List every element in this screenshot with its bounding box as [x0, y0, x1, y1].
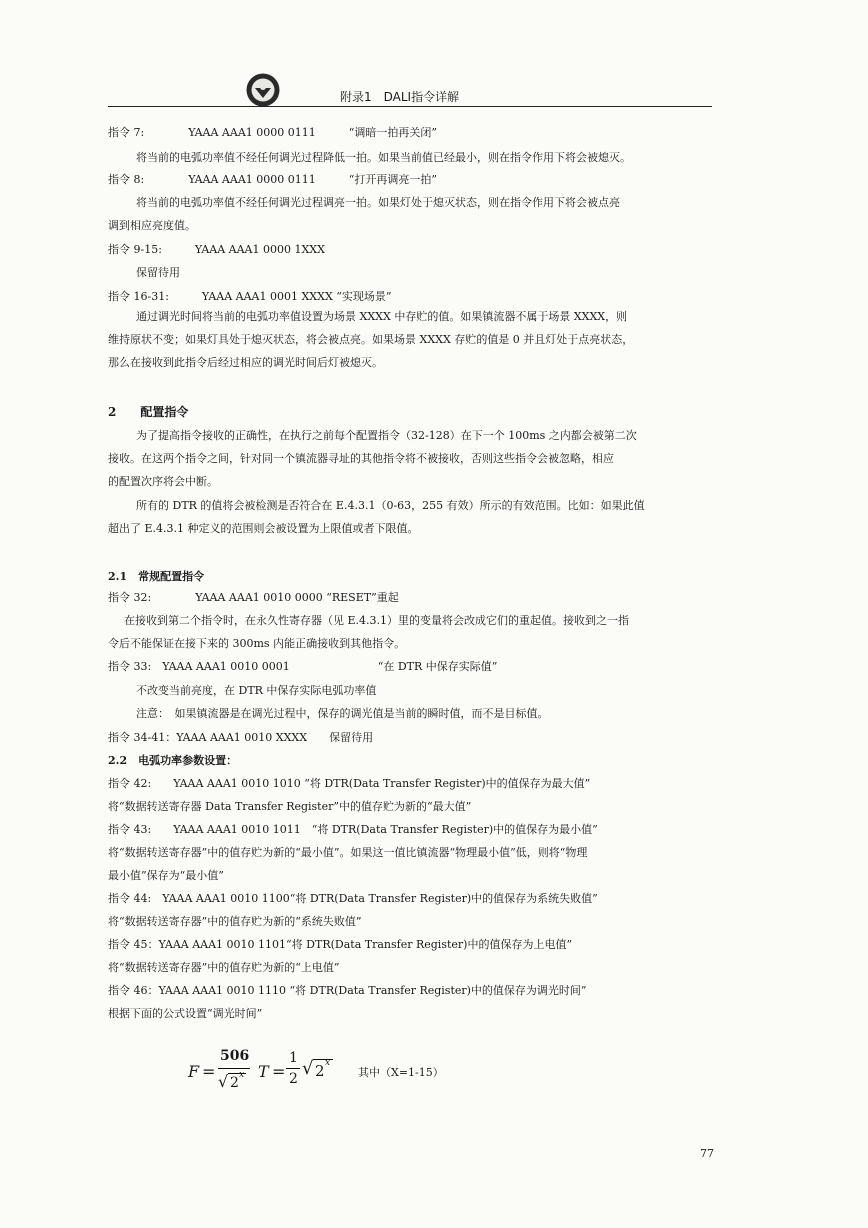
cmd-32-line: 指令 32: YAAA AAA1 0010 0000 “RESET”重起	[108, 591, 399, 604]
cmd-46-desc: 根据下面的公式设置“调光时间”	[108, 1007, 263, 1020]
cmd-46-line: 指令 46：YAAA AAA1 0010 1110 “将 DTR(Data Transfer Register)中的值保存为调光时间”	[108, 984, 587, 997]
dimming-time-formula	[188, 1046, 608, 1106]
formula-note: 其中（X=1-15）	[358, 1066, 444, 1079]
cmd-33-desc: 不改变当前亮度，在 DTR 中保存实际电弧功率值	[136, 684, 377, 697]
cmd-16-31-line: 指令 16-31: YAAA AAA1 0001 XXXX “实现场景”	[108, 290, 392, 303]
section-2-para1: 为了提高指令接收的正确性，在执行之前每个配置指令（32-128）在下一个 100ms 之内都会被第二次	[136, 429, 637, 442]
running-header-title: 附录1 DALI指令详解	[340, 90, 460, 104]
cmd-16-31-desc: 通过调光时间将当前的电弧功率值设置为场景 XXXX 中存贮的值。如果镇流器不属于场景 XXXX，则	[136, 310, 628, 323]
formula-fraction-bar-1	[218, 1068, 250, 1069]
header-rule	[108, 106, 712, 107]
page-number: 77	[700, 1147, 714, 1160]
section-2-para1-cont: 接收。在这两个指令之间，针对同一个镇流器寻址的其他指令将不被接收，否则这些指令会被忽略，相应	[108, 452, 614, 465]
cmd-45-desc: 将“数据转送寄存器”中的值存贮为新的“上电值”	[108, 961, 340, 974]
section-2-para2: 所有的 DTR 的值将会被检测是否符合在 E.4.3.1（0-63，255 有效）所示的有效范围。比如：如果此值	[136, 499, 645, 512]
cmd-7-line: 指令 7: YAAA AAA1 0000 0111 “调暗一拍再关闭”	[108, 126, 437, 139]
formula-equals-1: =	[202, 1062, 216, 1081]
formula-sqrt-base-2: 2	[315, 1062, 325, 1080]
cmd-33-line: 指令 33: YAAA AAA1 0010 0001 “在 DTR 中保存实际值”	[108, 660, 498, 673]
formula-equals-2: =	[272, 1062, 286, 1081]
formula-half-numerator: 1	[289, 1050, 298, 1066]
cmd-44-desc: 将“数据转送寄存器”中的值存贮为新的“系统失败值”	[108, 915, 362, 928]
formula-sqrt-exp-1: x	[239, 1070, 245, 1080]
cmd-16-31-desc-cont: 维持原状不变；如果灯具处于熄灭状态，将会被点亮。如果场景 XXXX 存贮的值是 0 并且灯处于点亮状态，	[108, 333, 634, 346]
cmd-33-note: 注意： 如果镇流器是在调光过程中，保存的调光值是当前的瞬时值，而不是目标值。	[136, 707, 549, 720]
cmd-43-line: 指令 43: YAAA AAA1 0010 1011 “将 DTR(Data Transfer Register)中的值保存为最小值”	[108, 823, 598, 836]
formula-F: F	[188, 1062, 200, 1081]
section-2-2-heading: 2.2 电弧功率参数设置：	[108, 754, 238, 767]
section-2-heading: 2 配置指令	[108, 405, 189, 419]
formula-half-denominator: 2	[289, 1071, 298, 1087]
university-seal-logo	[245, 72, 281, 108]
formula-sqrt-sign-1: √	[218, 1072, 229, 1091]
formula-sqrt-sign-2: √	[302, 1058, 314, 1079]
cmd-32-desc-cont: 令后不能保证在接下来的 300ms 内能正确接收到其他指令。	[108, 637, 406, 650]
formula-fraction-bar-2	[286, 1068, 300, 1069]
formula-sqrt-base-1: 2	[230, 1075, 239, 1091]
cmd-8-desc: 将当前的电弧功率值不经任何调光过程调亮一拍。如果灯处于熄灭状态，则在指令作用下将会被点亮	[136, 196, 620, 209]
cmd-42-line: 指令 42: YAAA AAA1 0010 1010 “将 DTR(Data Transfer Register)中的值保存为最大值”	[108, 777, 591, 790]
cmd-32-desc: 在接收到第二个指令时，在永久性寄存器（见 E.4.3.1）里的变量将会改成它们的重起值。接收到之一指	[124, 614, 630, 627]
cmd-7-desc: 将当前的电弧功率值不经任何调光过程降低一拍。如果当前值已经最小，则在指令作用下将会被熄灭。	[136, 151, 631, 164]
cmd-9-15-line: 指令 9-15: YAAA AAA1 0000 1XXX	[108, 243, 325, 256]
cmd-43-desc-cont: 最小值”保存为“最小值”	[108, 869, 224, 882]
cmd-16-31-desc-cont2: 那么在接收到此指令后经过相应的调光时间后灯被熄灭。	[108, 356, 383, 369]
cmd-45-line: 指令 45：YAAA AAA1 0010 1101“将 DTR(Data Transfer Register)中的值保存为上电值”	[108, 938, 573, 951]
section-2-1-heading: 2.1 常规配置指令	[108, 570, 205, 583]
formula-numerator: 506	[220, 1048, 250, 1064]
cmd-9-15-desc: 保留待用	[136, 266, 180, 279]
formula-sqrt-exp-2: x	[325, 1058, 331, 1068]
cmd-43-desc: 将“数据转送寄存器”中的值存贮为新的“最小值”。如果这一值比镇流器“物理最小值”低，则将“物理	[108, 846, 588, 859]
section-2-para1-cont2: 的配置次序将会中断。	[108, 475, 218, 488]
section-2-para2-cont: 超出了 E.4.3.1 种定义的范围则会被设置为上限值或者下限值。	[108, 522, 419, 535]
cmd-8-line: 指令 8: YAAA AAA1 0000 0111 “打开再调亮一拍”	[108, 173, 437, 186]
cmd-44-line: 指令 44: YAAA AAA1 0010 1100“将 DTR(Data Transfer Register)中的值保存为系统失败值”	[108, 892, 598, 905]
cmd-8-desc-cont: 调到相应亮度值。	[108, 219, 196, 232]
cmd-42-desc: 将“数据转送寄存器 Data Transfer Register”中的值存贮为新的“最大值”	[108, 800, 472, 813]
cmd-34-41-line: 指令 34-41：YAAA AAA1 0010 XXXX 保留待用	[108, 731, 374, 744]
formula-T: T	[258, 1062, 269, 1081]
